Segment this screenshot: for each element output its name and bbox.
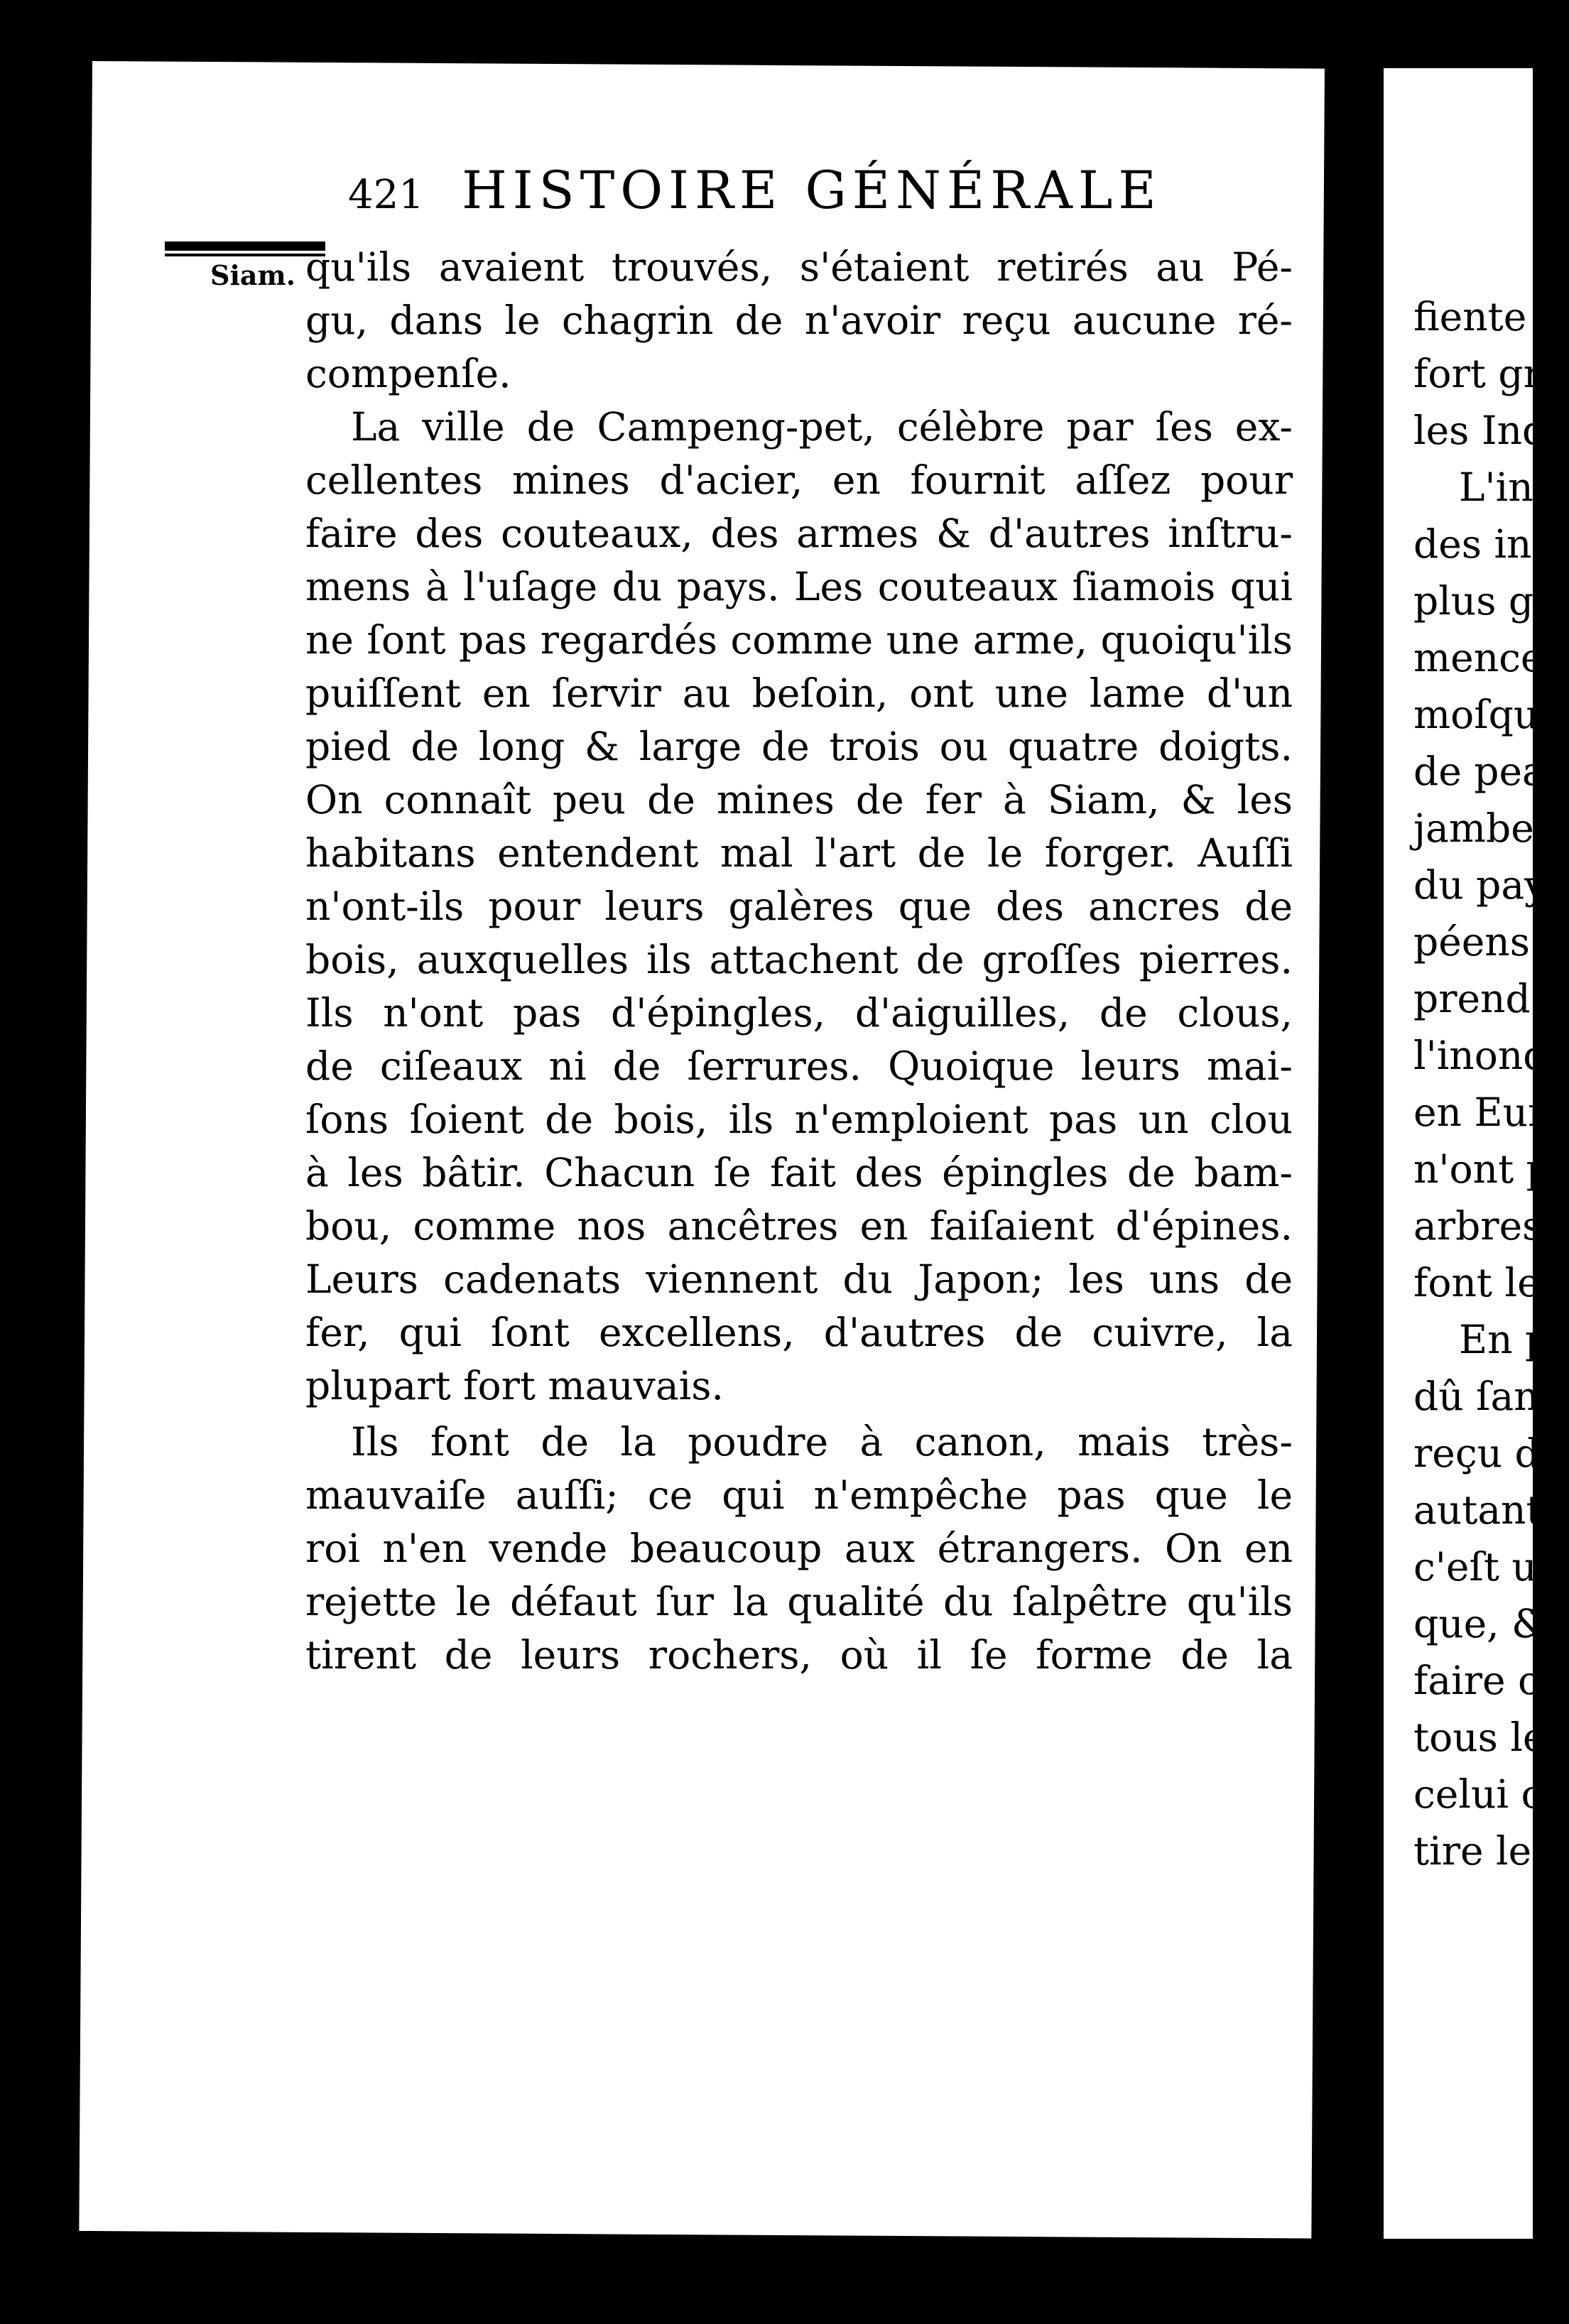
right-line: c'eſt un: [1413, 1544, 1563, 1590]
right-line: jambes: [1413, 805, 1554, 851]
text-line: Leurs cadenats viennent du Japon; les uns de: [305, 1256, 1293, 1302]
text-line: de ciſeaux ni de ſerrures. Quoique leurs mai-: [305, 1043, 1293, 1089]
right-line: tous le: [1413, 1715, 1546, 1760]
right-line: prend a: [1413, 976, 1566, 1021]
right-line: du pay: [1413, 862, 1547, 908]
rule-thick: [165, 241, 325, 251]
right-line: n'ont p: [1413, 1146, 1551, 1192]
text-line: Ils font de la poudre à canon, mais très-: [351, 1419, 1293, 1465]
text-line: n'ont-ils pour leurs galères que des ancres de: [305, 884, 1293, 929]
text-line: qu'ils avaient trouvés, s'étaient retirés au Pé-: [305, 244, 1293, 290]
right-line: les Ind: [1413, 408, 1548, 453]
text-line: ne ſont pas regardés comme une arme, quoiqu'ils: [305, 617, 1293, 663]
page-number: 421: [348, 172, 424, 218]
text-line: roi n'en vende beaucoup aux étrangers. On en: [305, 1526, 1293, 1571]
right-line: celui c: [1413, 1771, 1543, 1817]
right-line: autant: [1413, 1487, 1542, 1533]
body-text: [305, 241, 1293, 1682]
marginal-note: Siam.: [210, 259, 295, 291]
text-line: ſons ſoient de bois, ils n'emploient pas un clou: [305, 1097, 1293, 1142]
text-line: On connaît peu de mines de fer à Siam, & les: [305, 777, 1293, 822]
right-line: mencen: [1413, 635, 1569, 680]
right-line: fiente c: [1413, 294, 1561, 340]
right-line: moſqui: [1413, 692, 1551, 737]
text-line: rejette le défaut ſur la qualité du ſalpêtre qu'ils: [305, 1579, 1293, 1624]
text-line: cellentes mines d'acier, en fournit aſſez pour: [305, 457, 1293, 503]
text-line: bou, comme nos ancêtres en faiſaient d'épines.: [305, 1203, 1293, 1249]
right-line: en Eur: [1413, 1090, 1547, 1135]
text-line: bois, auxquelles ils attachent de groſſes pierres.: [305, 937, 1293, 982]
text-line: compenſe.: [305, 351, 511, 396]
running-head: [348, 161, 1162, 221]
text-line: La ville de Campeng-pet, célèbre par ſes ex-: [351, 404, 1293, 450]
right-line: faire o: [1413, 1658, 1542, 1703]
rule-thin: [165, 254, 325, 256]
text-line: gu, dans le chagrin de n'avoir reçu aucune ré-: [305, 298, 1293, 343]
text-line: fer, qui ſont excellens, d'autres de cuivre, la: [305, 1310, 1293, 1355]
page-title: HISTOIRE GÉNÉRALE: [462, 161, 1162, 221]
right-line: dû ſan: [1413, 1374, 1539, 1419]
text-line: plupart fort mauvais.: [305, 1363, 724, 1408]
right-line: reçu de: [1413, 1430, 1563, 1476]
paper-speck: [92, 632, 124, 682]
right-line: En p: [1459, 1317, 1551, 1362]
text-line: faire des couteaux, des armes & d'autres inſtru-: [305, 511, 1293, 556]
text-line: mens à l'uſage du pays. Les couteaux ſiamois qui: [305, 564, 1293, 609]
right-line: tire le: [1413, 1828, 1532, 1874]
text-line: Ils n'ont pas d'épingles, d'aiguilles, de clous,: [305, 990, 1293, 1036]
right-line: péens.: [1413, 919, 1543, 965]
right-line: arbres.: [1413, 1203, 1555, 1249]
right-line: que, &: [1413, 1601, 1547, 1646]
text-line: mauvaiſe auſſi; ce qui n'empêche pas que le: [305, 1472, 1293, 1518]
right-line: de pea: [1413, 749, 1546, 794]
text-line: puiſſent en ſervir au beſoin, ont une lame d'un: [305, 670, 1293, 716]
text-line: tirent de leurs rochers, où il ſe forme de la: [305, 1632, 1293, 1678]
text-line: à les bâtir. Chacun ſe fait des épingles de bam-: [305, 1150, 1293, 1195]
right-line: L'in: [1459, 465, 1533, 510]
right-line: fort gr: [1413, 351, 1542, 396]
right-line: l'inond: [1413, 1033, 1548, 1078]
text-line: pied de long & large de trois ou quatre doigts.: [305, 724, 1293, 769]
right-line: font le: [1413, 1260, 1541, 1305]
margin-rule: [165, 241, 325, 257]
right-line: des inſ: [1413, 521, 1546, 567]
right-page-text: [1413, 288, 1569, 1879]
text-line: habitans entendent mal l'art de le forger. Auſſi: [305, 830, 1293, 876]
right-line: plus gr: [1413, 578, 1553, 624]
